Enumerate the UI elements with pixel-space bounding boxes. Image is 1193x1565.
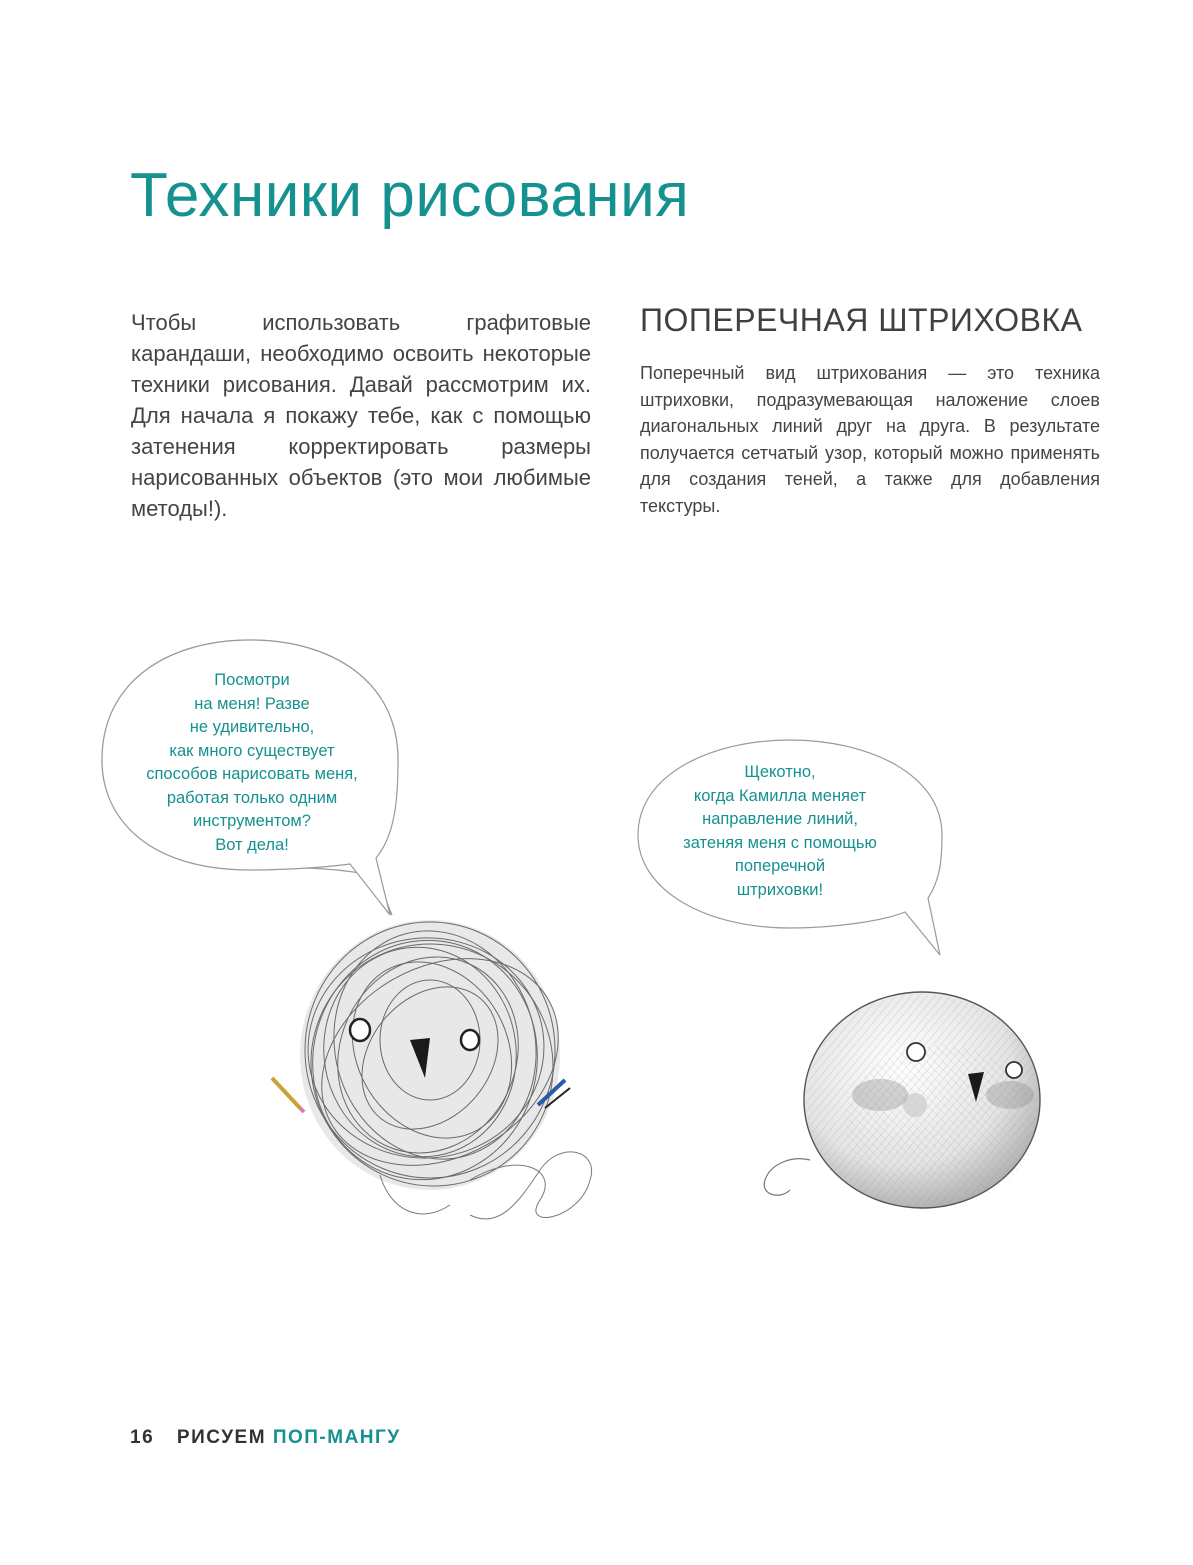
section-heading: ПОПЕРЕЧНАЯ ШТРИХОВКА <box>640 302 1083 338</box>
page-footer <box>130 1427 401 1449</box>
bubble-line: инструментом? <box>193 812 311 830</box>
bubble-line: как много существует <box>169 741 335 760</box>
bubble-line: Посмотри <box>214 671 290 689</box>
bubble-line: Щекотно, <box>744 763 816 781</box>
scribble-ball-character-icon <box>261 894 603 1236</box>
bubble-line: когда Камилла меняет <box>693 786 867 805</box>
bubble-line: не удивительно, <box>189 718 315 736</box>
bubble-line: штриховки! <box>736 880 824 899</box>
bubble-line: способов нарисовать меня, <box>146 765 358 783</box>
intro-paragraph: Чтобы использовать графитовые карандаши, необходимо освоить некоторые техники рисования. Давай рассмотрим их. Для начала я покажу тебе, как с помощью затенения корректировать размеры нарисованных объектов (это мои любимые методы!). <box>131 310 591 521</box>
speech-bubble-left-text <box>112 669 392 857</box>
crosshatched-ball-character-icon <box>764 992 1040 1208</box>
bubble-line: затеняя меня с помощью <box>683 833 877 852</box>
speech-bubble-right-text <box>640 761 920 902</box>
book-title-part2: ПОП-МАНГУ <box>272 1427 401 1448</box>
bubble-line: работая только одним <box>166 788 338 807</box>
bubble-line: направление линий, <box>702 810 858 828</box>
page-number: 16 <box>130 1427 155 1448</box>
bubble-line: на меня! Разве <box>194 694 310 713</box>
book-title-part1: РИСУЕМ <box>176 1427 267 1448</box>
bubble-line: Вот дела! <box>215 835 289 854</box>
bubble-line: поперечной <box>734 857 826 875</box>
page-title: Техники рисования <box>130 161 690 230</box>
section-paragraph: Поперечный вид штрихования — это техника штриховки, подразумевающая наложение слоев диагональных линий друг на друга. В результате получается сетчатый узор, который можно применять для создания теней, а также для добавления текстуры. <box>640 363 1100 516</box>
